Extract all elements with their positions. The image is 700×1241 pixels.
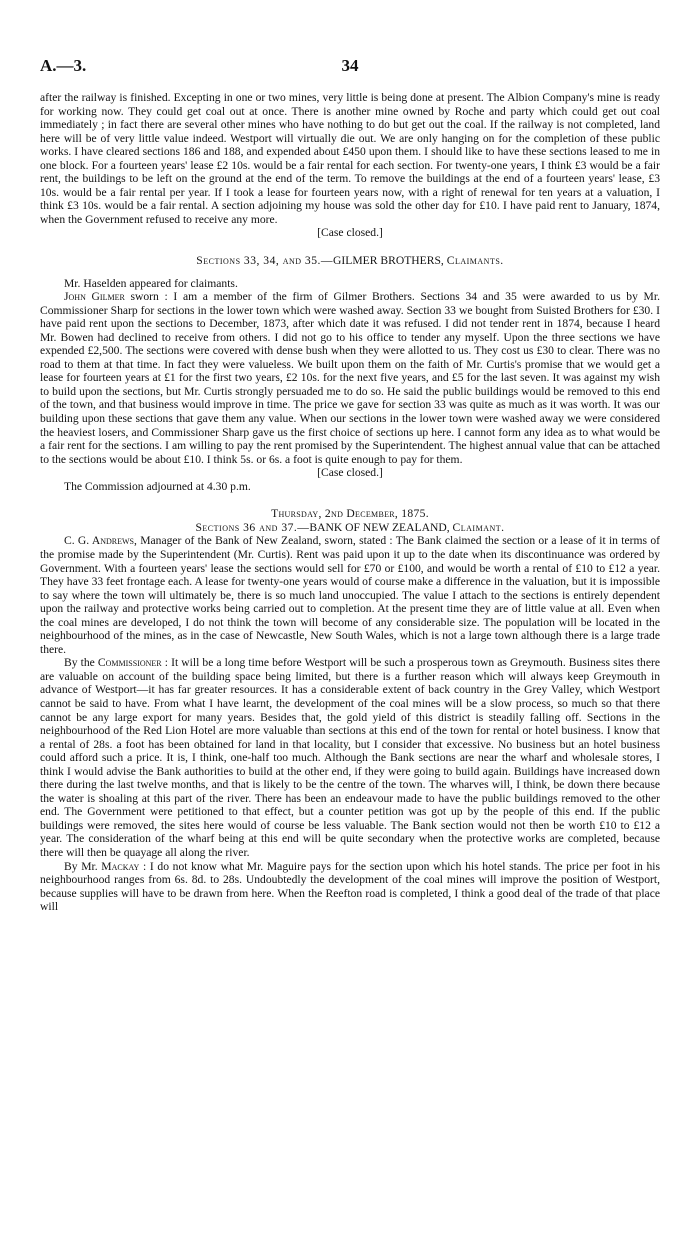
witness-evidence-gilmer (40, 290, 660, 466)
witness-evidence-andrews (40, 534, 660, 656)
section-heading-bank (40, 521, 660, 535)
questioner-name: Mackay (101, 859, 140, 873)
continued-evidence: after the railway is finished. Excepting in one or two mines, very little is being done at present. The Albion Company's mine is ready for working now. They could get coal out at once. There is another mine owned by Roche and party which could get out coal immediately ; in fact there are several other mines who have nothing to do but get out the coal. If the railway is not completed, land here will be of very little value indeed. Westport will virtually die out. We are only hanging on for the completion of these public works. I have cleared sections 186 and 188, and expended about £450 upon them. I should like to have these sections leased to me in one block. For a fourteen years' lease £2 10s. would be a fair rental for each section. For twenty-one years, I think £3 would be a fair rent, the buildings to be left on the ground at the end of the term. To remove the buildings at the end of a fourteen years' lease, £3 10s. would be a fair rental per year. If I took a lease for fourteen years now, with a right of renewal for ten years at a valuation, I think £3 10s. would be a fair rental. A section adjoining my house was sold the other day for £10. I have paid rent to January, 1874, when the Government refused to receive any more. (40, 91, 660, 226)
heading-sections: Sections 33, 34, and 35.— (196, 254, 334, 268)
sitting-date: Thursday, 2nd December, 1875. (271, 507, 429, 521)
case-closed-note: [Case closed.] (317, 466, 383, 480)
witness-name: C. G. Andrews (64, 534, 135, 548)
counsel-appearance: Mr. Haselden appeared for claimants. (64, 276, 238, 290)
document-body (40, 91, 660, 914)
running-header (40, 56, 660, 78)
heading-sections: Sections 36 and 37.— (195, 520, 310, 534)
cross-examination-commissioner (40, 656, 660, 859)
adjournment-note: The Commission adjourned at 4.30 p.m. (64, 479, 251, 493)
heading-role: Claimants. (446, 254, 504, 268)
answer-text: : I do not know what Mr. Maguire pays for the section upon which his hotel stands. The price per foot in his neighbourhood ranges from 6s. 8d. to 28s. Undoubtedly the development of the coal mines will improve the position of Westport, because supplies will have to be drawn from here. When the Reefton road is completed, I think a good deal of the trade of that place will (40, 859, 660, 914)
report-reference: A.—3. (40, 56, 87, 75)
heading-claimant-name: BANK OF NEW ZEALAND, (309, 520, 450, 534)
spacer (40, 268, 660, 277)
question-prefix: By the (64, 656, 95, 670)
question-prefix: By Mr. (64, 859, 98, 873)
answer-text: : It will be a long time before Westport will be such a prosperous town as Greymouth. Business sites there are valuable on account of the building space being limited, but there is a further reason which will always keep Greymouth in advance of Westport—it has far greater resources. It has a considerable extent of back country in the Grey Valley, which Westport cannot be said to have. From what I have learnt, the development of the coal mines will be a slow process, so much so that there cannot be any large export for many years. Besides that, the gold yield of this district is steadily falling off. Sections in the neighbourhood of the Red Lion Hotel are more valuable than sections at this end of the town for rental or hotel business. I know that a rental of 28s. a foot has been obtained for land in that locality, but I consider that excessive. No business but an hotel business could afford such a price. It is, I think, one-half too much. Although the Bank sections are near the wharf and wholesale stores, I think I would advise the Bank authorities to build at the other end, if they were going to build again. Buildings have increased down there during the last twelve months, and that is likely to be the centre of the town. The wharves will, I think, be down there because the water is shoaling at this part of the river. There has been an endeavour made to have the public buildings removed to the other end. The Government were petitioned to that effect, but a counter petition was got up by the people of this end. If the public buildings were removed, the sites here would of course be less valuable. The Bank section would not then be worth £10 to £12 a year. The consideration of the wharf being at this end will be quite secondary when the protective works are completed, because there will then be quayage all along the river. (40, 656, 661, 859)
witness-name: John Gilmer (64, 290, 125, 304)
spacer (40, 240, 660, 254)
section-heading-gilmer (40, 254, 660, 268)
spacer (40, 493, 660, 507)
page-number: 34 (341, 56, 359, 75)
heading-role: Claimant. (452, 520, 505, 534)
cross-examination-mackay (40, 860, 660, 914)
heading-claimant-name: GILMER BROTHERS, (333, 254, 444, 268)
witness-testimony: , Manager of the Bank of New Zealand, sworn, stated : The Bank claimed the section or a lease of it in terms of the promise made by the Superintendent (Mr. Curtis). Rent was paid upon it up to the date when its discontinuance was ordered by Government. With a fourteen years' lease the sections would sell for £70 or £100, and would be worth a rental of £10 to £12 a year. They have 33 feet frontage each. A lease for twenty-one years would of course make a difference in the valuation, but it is impossible to say where the town will ultimately be, there is so much land unoccupied. The value I attach to the sections is entirely dependent upon the railway and protective works being carried out to completion. At the present time they are of little value at all. Even when the coal mines are developed, I do not think the town will become of any considerable size. The population will be located in the neighbourhood of the mines, as in the case of Newcastle, New South Wales, which is not a large town although there is a large trade there. (40, 534, 660, 656)
case-closed-note: [Case closed.] (317, 226, 383, 240)
questioner-name: Commissioner (97, 656, 162, 670)
witness-testimony: sworn : I am a member of the firm of Gilmer Brothers. Sections 34 and 35 were awarded to us by Mr. Commissioner Sharp for sections in the lower town which were washed away. Section 33 we bought from Suisted Brothers for £30. I have paid rent upon the sections to December, 1873, after which date it was refused. I did not tender rent in 1874, because I heard Mr. Bowen had declined to receive from others. I did not go to his office to tender any myself. Upon the three sections we have expended £2,500. The sections were covered with dense bush when they were allotted to us. They cost us £30 to clear. There was no road to them at that time. In fact they were valueless. We built upon them on the faith of Mr. Curtis's promise that we would get a lease for fourteen years at £1 for the first two years, £2 10s. for the next five years, and £5 for the last seven. It was against my wish to build upon the sections, but Mr. Curtis strongly persuaded me to do so. He said the public buildings would be removed to this end of the town, and that business would improve in time. The price we gave for section 33 was quite as much as it was worth. It was our building upon these sections that gave them any value. When our sections in the lower town were washed away we were considered the heaviest losers, and Commissioner Sharp gave us the first choice of sections up here. I cannot form any idea as to what would be a fair rent for the sections. I am willing to pay the rent promised by the Superintendent. The highest annual value that can be attached to the sections would be about £10. I think 5s. or 6s. a foot is quite enough to pay for them. (40, 290, 660, 466)
